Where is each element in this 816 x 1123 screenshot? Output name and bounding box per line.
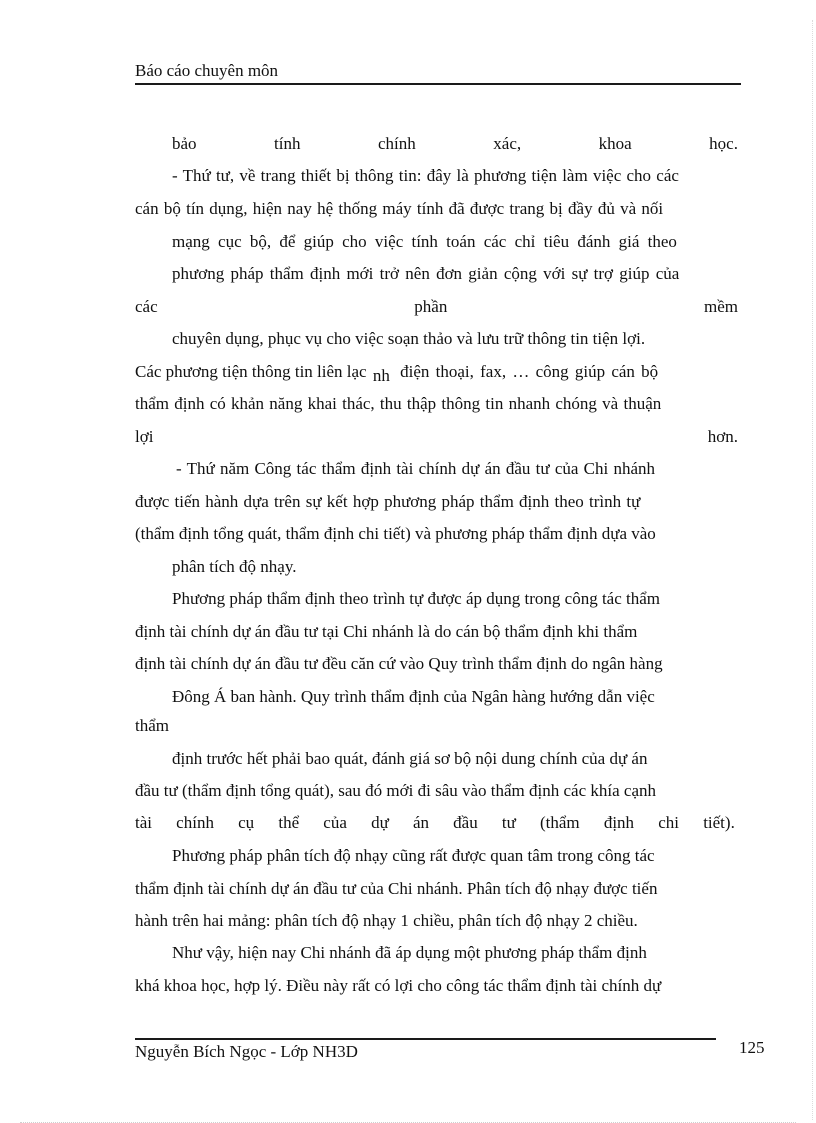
word: lợi — [135, 427, 154, 446]
text-line-20: định trước hết phải bao quát, đánh giá sơ bộ nội dung chính của dự án — [172, 749, 648, 768]
word: cụ — [238, 813, 255, 832]
text-line-3: cán bộ tín dụng, hiện nay hệ thống máy tính đã được trang bị đầy đủ và nối — [135, 199, 664, 218]
text-line-24: thẩm định tài chính dự án đầu tư của Chi nhánh. Phân tích độ nhạy được tiến — [135, 879, 658, 898]
word: các — [135, 297, 158, 316]
text-line-14: phân tích độ nhạy. — [172, 557, 297, 576]
word: thể — [278, 813, 300, 832]
text-segment: Các phương tiện thông tin liên lạc — [135, 362, 367, 381]
text-line-17: định tài chính dự án đầu tư đều căn cứ vào Quy trình thẩm định do ngân hàng — [135, 654, 663, 673]
word: phần — [414, 297, 448, 316]
text-line-22 — [135, 813, 735, 833]
page-number: 125 — [739, 1038, 765, 1057]
footer-rule — [135, 1038, 716, 1040]
word: tính — [274, 134, 301, 153]
text-line-6 — [135, 297, 738, 317]
text-line-5: phương pháp thẩm định mới trở nên đơn giản cộng với sự trợ giúp của — [172, 264, 680, 283]
text-line-9: thẩm định có khản năng khai thác, thu thập thông tin nhanh chóng và thuận — [135, 394, 662, 413]
text-line-23: Phương pháp phân tích độ nhạy cũng rất được quan tâm trong công tác — [172, 846, 655, 865]
text-segment: nh — [372, 366, 390, 385]
page-header-title: Báo cáo chuyên môn — [135, 61, 279, 80]
text-line-4: mạng cục bộ, để giúp cho việc tính toán các chỉ tiêu đánh giá theo — [172, 232, 677, 251]
footer-author: Nguyễn Bích Ngọc - Lớp NH3D — [135, 1042, 358, 1061]
text-line-26: Như vậy, hiện nay Chi nhánh đã áp dụng một phương pháp thẩm định — [172, 943, 647, 962]
text-line-11: - Thứ năm Công tác thẩm định tài chính dự án đầu tư của Chi nhánh — [176, 459, 656, 478]
text-line-2: - Thứ tư, về trang thiết bị thông tin: đây là phương tiện làm việc cho các — [172, 166, 679, 185]
text-line-12: được tiến hành dựa trên sự kết hợp phương pháp thẩm định theo trình tự — [135, 492, 641, 511]
word: khoa — [598, 134, 632, 153]
word: án — [412, 813, 429, 832]
word: xác, — [493, 134, 522, 153]
word: đầu — [453, 813, 478, 832]
word: mềm — [704, 297, 738, 316]
text-line-27: khá khoa học, hợp lý. Điều này rất có lợi cho công tác thẩm định tài chính dự — [135, 976, 662, 995]
word: (thẩm — [540, 813, 580, 832]
text-line-10 — [135, 427, 738, 447]
word: bảo — [172, 134, 197, 153]
word: tiết). — [703, 813, 735, 832]
word: chính — [378, 134, 416, 153]
text-line-16: định tài chính dự án đầu tư tại Chi nhánh là do cán bộ thẩm định khi thẩm — [135, 622, 638, 641]
word: định — [603, 813, 635, 832]
header-rule — [135, 83, 741, 85]
text-line-13: (thẩm định tổng quát, thẩm định chi tiết) và phương pháp thẩm định dựa vào — [135, 524, 656, 543]
text-line-19: thẩm — [135, 716, 169, 735]
word: hơn. — [707, 427, 738, 446]
word: tư — [501, 813, 516, 832]
text-line-18: Đông Á ban hành. Quy trình thẩm định của Ngân hàng hướng dẫn việc — [172, 687, 655, 706]
page-edge-dotted-line — [812, 20, 813, 1120]
word: học. — [709, 134, 738, 153]
word: của — [323, 813, 347, 832]
text-line-7: chuyên dụng, phục vụ cho việc soạn thảo và lưu trữ thông tin tiện lợi. — [172, 329, 646, 348]
word: dự — [371, 813, 389, 832]
text-line-1 — [172, 134, 738, 154]
text-line-15: Phương pháp thẩm định theo trình tự được áp dụng trong công tác thẩm — [172, 589, 661, 608]
text-line-25: hành trên hai mảng: phân tích độ nhạy 1 chiều, phân tích độ nhạy 2 chiều. — [135, 911, 638, 930]
text-segment: điện thoại, fax, … công giúp cán bộ — [400, 362, 659, 381]
word: tài — [135, 813, 152, 832]
word: chi — [658, 813, 680, 832]
text-line-8 — [135, 362, 659, 385]
word: chính — [176, 813, 214, 832]
text-line-21: đầu tư (thẩm định tổng quát), sau đó mới đi sâu vào thẩm định các khía cạnh — [135, 781, 656, 800]
